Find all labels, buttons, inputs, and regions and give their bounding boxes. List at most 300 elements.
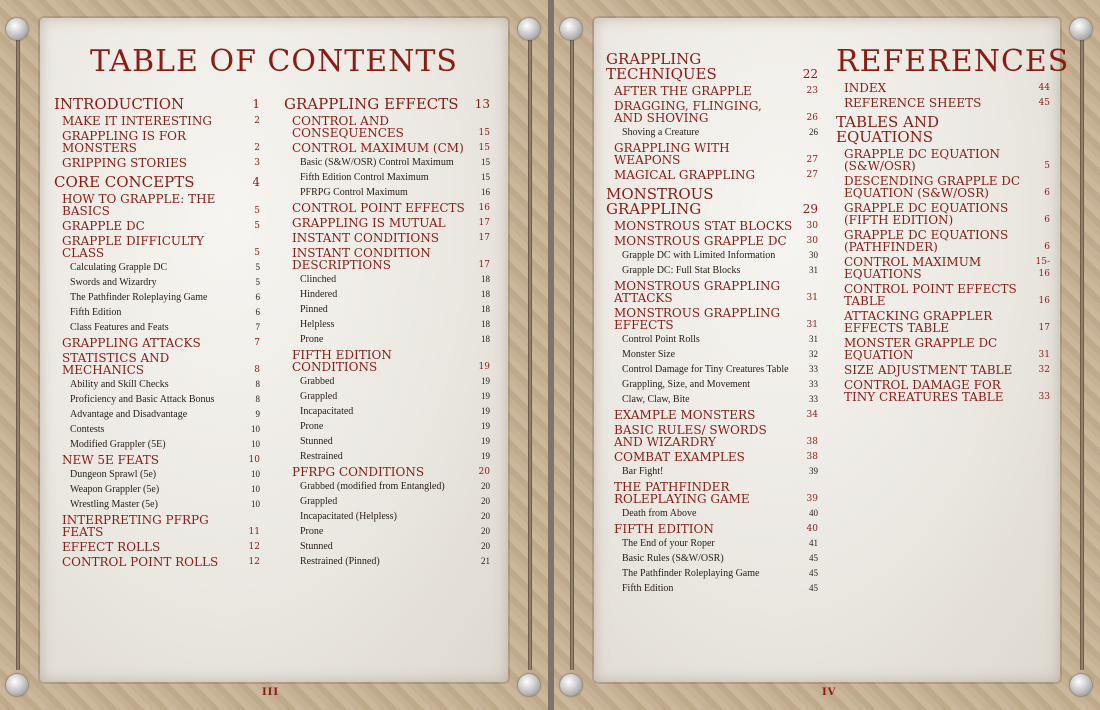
- toc-entry-title: GRAPPLE DC EQUATIONS (PATHFINDER): [844, 228, 1009, 254]
- toc-entry-title: CONTROL MAXIMUM (CM): [292, 141, 464, 155]
- toc-entry-page: 15: [481, 157, 490, 167]
- toc-subentry[interactable]: [54, 291, 260, 304]
- toc-entry[interactable]: [836, 364, 1050, 376]
- toc-entry-title: Grappled: [300, 391, 338, 402]
- toc-entry-title: Grabbed: [300, 376, 335, 387]
- toc-entry[interactable]: [284, 202, 490, 214]
- toc-entry-page: 19: [481, 451, 490, 461]
- toc-subentry[interactable]: [284, 540, 490, 553]
- toc-entry-title: Prone: [300, 526, 324, 537]
- toc-entry-page: 16: [478, 203, 490, 213]
- toc-entry-page: 45: [809, 568, 818, 578]
- toc-subentry[interactable]: [284, 171, 490, 184]
- toc-entry-title: Shoving a Creature: [622, 127, 700, 138]
- toc-entry-page: 12: [248, 557, 260, 567]
- toc-entry-title: The Pathfinder Roleplaying Game: [70, 292, 208, 303]
- toc-entry-title: CONTROL AND CONSEQUENCES: [292, 114, 404, 140]
- toc-entry-title: MONSTROUS GRAPPLING ATTACKS: [614, 279, 781, 305]
- toc-entry-page: 11: [248, 527, 260, 537]
- toc-entry-title: INDEX: [844, 81, 887, 95]
- toc-subentry[interactable]: [284, 318, 490, 331]
- toc-entry-page: 31: [806, 293, 818, 303]
- toc-entry-page: 19: [481, 406, 490, 416]
- toc-entry-title: MONSTROUS GRAPPLING: [606, 185, 714, 218]
- toc-subentry[interactable]: [284, 435, 490, 448]
- toc-entry-page: 10: [251, 499, 260, 509]
- toc-entry-page: 39: [809, 466, 818, 476]
- toc-entry-page: 31: [1038, 350, 1050, 360]
- corner-ornament-icon: [560, 674, 582, 696]
- toc-entry-page: 2: [254, 143, 260, 153]
- toc-entry-page: 41: [809, 538, 818, 548]
- toc-entry-title: Helpless: [300, 319, 335, 330]
- toc-entry[interactable]: [284, 232, 490, 244]
- toc-entry-page: 40: [809, 508, 818, 518]
- toc-entry-title: INSTANT CONDITIONS: [292, 231, 439, 245]
- toc-subentry[interactable]: [606, 582, 818, 595]
- toc-entry-page: 6: [1044, 242, 1050, 252]
- toc-entry[interactable]: [606, 451, 818, 463]
- toc-entry[interactable]: [836, 115, 1050, 145]
- toc-entry[interactable]: [606, 100, 818, 124]
- toc-entry-title: Dungeon Sprawl (5e): [70, 469, 157, 480]
- toc-entry[interactable]: [606, 409, 818, 421]
- toc-entry-page: 31: [806, 320, 818, 330]
- toc-entry-title: GRAPPLING WITH WEAPONS: [614, 141, 730, 167]
- toc-entry-title: Grapple DC with Limited Information: [622, 250, 776, 261]
- toc-entry-title: Class Features and Feats: [70, 322, 169, 333]
- left-rail: [16, 40, 20, 670]
- corner-ornament-icon: [560, 18, 582, 40]
- toc-entry-title: Basic (S&W/OSR) Control Maximum: [300, 157, 454, 168]
- toc-entry-page: 8: [255, 394, 260, 404]
- toc-subentry[interactable]: [284, 333, 490, 346]
- toc-entry-page: 6: [255, 292, 260, 302]
- toc-entry[interactable]: [836, 379, 1050, 403]
- toc-entry-page: 10: [248, 455, 260, 465]
- toc-entry-title: REFERENCE SHEETS: [844, 96, 982, 110]
- toc-entry[interactable]: [54, 352, 260, 376]
- toc-entry[interactable]: [836, 337, 1050, 361]
- toc-entry-page: 38: [806, 437, 818, 447]
- toc-entry-page: 12: [248, 542, 260, 552]
- toc-entry[interactable]: [836, 148, 1050, 172]
- left-rail: [570, 40, 574, 670]
- right-rail: [1080, 40, 1084, 670]
- toc-entry-page: 15: [481, 172, 490, 182]
- toc-entry-title: Fifth Edition Control Maximum: [300, 172, 429, 183]
- toc-entry-title: GRAPPLE DC: [62, 219, 145, 233]
- toc-entry-page: 18: [481, 304, 490, 314]
- toc-subentry[interactable]: [606, 378, 818, 391]
- toc-subentry[interactable]: [284, 450, 490, 463]
- toc-entry-title: MAGICAL GRAPPLING: [614, 168, 756, 182]
- toc-entry-page: 30: [809, 250, 818, 260]
- toc-entry-title: Death from Above: [622, 508, 697, 519]
- corner-ornament-icon: [518, 674, 540, 696]
- toc-entry-page: 17: [478, 218, 490, 228]
- toc-subentry[interactable]: [284, 495, 490, 508]
- toc-entry[interactable]: [606, 52, 818, 82]
- toc-entry[interactable]: [836, 202, 1050, 226]
- toc-entry[interactable]: [606, 307, 818, 331]
- toc-entry-title: Grappled: [300, 496, 338, 507]
- toc-entry-page: 18: [481, 319, 490, 329]
- toc-entry-page: 4: [252, 175, 260, 189]
- toc-entry-title: PFRPG CONDITIONS: [292, 465, 425, 479]
- toc-entry-title: Contests: [70, 424, 105, 435]
- toc-entry-page: 5: [255, 262, 260, 272]
- corner-ornament-icon: [6, 18, 28, 40]
- toc-entry-page: 19: [481, 376, 490, 386]
- toc-entry[interactable]: [54, 97, 260, 112]
- toc-entry-page: 45: [1038, 98, 1050, 108]
- toc-entry-title: INSTANT CONDITION DESCRIPTIONS: [292, 246, 431, 272]
- toc-entry-title: Incapacitated (Helpless): [300, 511, 397, 522]
- toc-entry-title: CONTROL DAMAGE FOR TINY CREATURES TABLE: [844, 378, 1004, 404]
- toc-entry-page: 15-16: [1035, 257, 1050, 279]
- toc-entry-title: Restrained (Pinned): [300, 556, 380, 567]
- toc-subentry[interactable]: [54, 423, 260, 436]
- toc-entry[interactable]: [284, 349, 490, 373]
- toc-subentry[interactable]: [54, 393, 260, 406]
- toc-subentry[interactable]: [606, 507, 818, 520]
- toc-entry-title: SIZE ADJUSTMENT TABLE: [844, 363, 1013, 377]
- toc-entry-page: 31: [809, 334, 818, 344]
- toc-entry-page: 20: [481, 541, 490, 551]
- toc-subentry[interactable]: [606, 249, 818, 262]
- toc-entry-page: 17: [478, 260, 490, 270]
- toc-entry-title: The Pathfinder Roleplaying Game: [622, 568, 760, 579]
- toc-entry-page: 16: [1038, 296, 1050, 306]
- toc-entry-title: MONSTROUS STAT BLOCKS: [614, 219, 793, 233]
- toc-entry-title: Basic Rules (S&W/OSR): [622, 553, 724, 564]
- toc-entry-title: Monster Size: [622, 349, 676, 360]
- toc-column-1: [606, 52, 818, 595]
- toc-entry-title: ATTACKING GRAPPLER EFFECTS TABLE: [844, 309, 993, 335]
- toc-entry[interactable]: [284, 466, 490, 478]
- page-title: TABLE OF CONTENTS: [90, 44, 458, 79]
- toc-entry-page: 20: [481, 481, 490, 491]
- toc-entry-page: 33: [809, 394, 818, 404]
- toc-entry-page: 19: [481, 391, 490, 401]
- toc-entry[interactable]: [54, 220, 260, 232]
- toc-entry-page: 19: [481, 421, 490, 431]
- toc-entry[interactable]: [54, 130, 260, 154]
- toc-entry-title: Control Point Rolls: [622, 334, 700, 345]
- toc-entry-title: GRAPPLE DIFFICULTY CLASS: [62, 234, 204, 260]
- toc-subentry[interactable]: [284, 555, 490, 568]
- toc-entry-title: Grappling, Size, and Movement: [622, 379, 751, 390]
- toc-entry-title: DESCENDING GRAPPLE DC EQUATION (S&W/OSR): [844, 174, 1021, 200]
- toc-entry-page: 13: [474, 97, 490, 111]
- left-page: [0, 0, 548, 710]
- toc-entry[interactable]: [284, 142, 490, 154]
- toc-entry[interactable]: [606, 220, 818, 232]
- toc-entry-page: 18: [481, 334, 490, 344]
- toc-entry[interactable]: [54, 175, 260, 190]
- toc-subentry[interactable]: [606, 465, 818, 478]
- toc-entry-title: MONSTER GRAPPLE DC EQUATION: [844, 336, 998, 362]
- toc-entry-page: 5: [255, 277, 260, 287]
- toc-entry-title: Stunned: [300, 436, 333, 447]
- toc-entry-page: 1: [252, 97, 260, 111]
- corner-ornament-icon: [1070, 18, 1092, 40]
- toc-entry[interactable]: [836, 82, 1050, 94]
- toc-entry[interactable]: [836, 229, 1050, 253]
- toc-entry-title: EFFECT ROLLS: [62, 540, 161, 554]
- toc-entry-title: Incapacitated: [300, 406, 354, 417]
- toc-entry-title: THE PATHFINDER ROLEPLAYING GAME: [614, 480, 750, 506]
- toc-subentry[interactable]: [606, 126, 818, 139]
- toc-entry-title: INTRODUCTION: [54, 95, 185, 113]
- toc-entry-title: COMBAT EXAMPLES: [614, 450, 745, 464]
- toc-entry[interactable]: [54, 556, 260, 568]
- toc-entry-page: 23: [806, 86, 818, 96]
- toc-subentry[interactable]: [54, 438, 260, 451]
- toc-subentry[interactable]: [54, 378, 260, 391]
- toc-entry[interactable]: [836, 310, 1050, 334]
- toc-entry[interactable]: [606, 235, 818, 247]
- toc-entry-title: MONSTROUS GRAPPLING EFFECTS: [614, 306, 781, 332]
- corner-ornament-icon: [518, 18, 540, 40]
- toc-entry[interactable]: [54, 514, 260, 538]
- toc-entry-page: 26: [809, 127, 818, 137]
- toc-entry-title: Grabbed (modified from Entangled): [300, 481, 445, 492]
- toc-entry[interactable]: [606, 481, 818, 505]
- toc-entry[interactable]: [54, 541, 260, 553]
- toc-entry-page: 6: [1044, 215, 1050, 225]
- toc-entry-page: 5: [254, 248, 260, 258]
- toc-entry-page: 22: [802, 67, 818, 81]
- toc-entry-title: STATISTICS AND MECHANICS: [62, 351, 170, 377]
- toc-entry-page: 18: [481, 274, 490, 284]
- toc-entry-title: The End of your Roper: [622, 538, 715, 549]
- toc-entry-title: AFTER THE GRAPPLE: [614, 84, 752, 98]
- toc-entry-page: 33: [1038, 392, 1050, 402]
- toc-entry-title: DRAGGING, FLINGING, AND SHOVING: [614, 99, 762, 125]
- toc-entry-title: Stunned: [300, 541, 333, 552]
- toc-entry-title: Wrestling Master (5e): [70, 499, 158, 510]
- toc-entry-title: Fifth Edition: [70, 307, 122, 318]
- toc-entry[interactable]: [54, 157, 260, 169]
- toc-entry-title: GRAPPLING IS FOR MONSTERS: [62, 129, 187, 155]
- toc-entry[interactable]: [54, 115, 260, 127]
- toc-entry[interactable]: [606, 85, 818, 97]
- toc-entry-title: Proficiency and Basic Attack Bonus: [70, 394, 215, 405]
- toc-entry-page: 3: [254, 158, 260, 168]
- toc-entry[interactable]: [606, 169, 818, 181]
- toc-entry-title: CONTROL POINT ROLLS: [62, 555, 219, 569]
- toc-entry[interactable]: [284, 97, 490, 112]
- toc-entry-page: 32: [1038, 365, 1050, 375]
- toc-entry-page: 45: [809, 583, 818, 593]
- toc-entry[interactable]: [606, 424, 818, 448]
- toc-entry-page: 40: [806, 524, 818, 534]
- toc-entry-title: Bar Fight!: [622, 466, 664, 477]
- toc-entry-title: INTERPRETING PFRPG FEATS: [62, 513, 209, 539]
- toc-subentry[interactable]: [606, 333, 818, 346]
- toc-entry-title: GRIPPING STORIES: [62, 156, 187, 170]
- toc-entry[interactable]: [606, 187, 818, 217]
- toc-entry[interactable]: [836, 175, 1050, 199]
- page-title: REFERENCES: [836, 44, 1070, 79]
- toc-entry-page: 38: [806, 452, 818, 462]
- toc-subentry[interactable]: [284, 525, 490, 538]
- toc-subentry[interactable]: [284, 303, 490, 316]
- toc-entry-title: Fifth Edition: [622, 583, 674, 594]
- toc-entry-page: 7: [255, 322, 260, 332]
- toc-subentry[interactable]: [54, 276, 260, 289]
- toc-entry-page: 33: [809, 379, 818, 389]
- toc-subentry[interactable]: [606, 264, 818, 277]
- toc-subentry[interactable]: [606, 537, 818, 550]
- toc-entry-page: 21: [481, 556, 490, 566]
- toc-subentry[interactable]: [284, 390, 490, 403]
- toc-entry-page: 8: [255, 379, 260, 389]
- toc-entry-page: 10: [251, 484, 260, 494]
- toc-entry-page: 39: [806, 494, 818, 504]
- corner-ornament-icon: [1070, 674, 1092, 696]
- toc-entry-page: 29: [802, 202, 818, 216]
- toc-entry-title: GRAPPLE DC EQUATIONS (FIFTH EDITION): [844, 201, 1009, 227]
- toc-subentry[interactable]: [606, 363, 818, 376]
- toc-entry-page: 19: [481, 436, 490, 446]
- toc-subentry[interactable]: [284, 510, 490, 523]
- toc-subentry[interactable]: [606, 393, 818, 406]
- toc-entry-page: 10: [251, 469, 260, 479]
- toc-subentry[interactable]: [606, 567, 818, 580]
- toc-subentry[interactable]: [284, 156, 490, 169]
- toc-subentry[interactable]: [606, 552, 818, 565]
- toc-entry-title: Prone: [300, 334, 324, 345]
- toc-entry-title: Restrained: [300, 451, 343, 462]
- toc-entry-title: EXAMPLE MONSTERS: [614, 408, 756, 422]
- toc-entry[interactable]: [606, 280, 818, 304]
- toc-entry[interactable]: [54, 235, 260, 259]
- toc-entry-title: Weapon Grappler (5e): [70, 484, 160, 495]
- toc-entry-title: Calculating Grapple DC: [70, 262, 168, 273]
- toc-entry-title: BASIC RULES/ SWORDS AND WIZARDRY: [614, 423, 767, 449]
- toc-entry-page: 33: [809, 364, 818, 374]
- toc-subentry[interactable]: [54, 498, 260, 511]
- toc-entry[interactable]: [54, 454, 260, 466]
- toc-entry[interactable]: [836, 283, 1050, 307]
- toc-entry-title: TABLES AND EQUATIONS: [836, 113, 939, 146]
- toc-entry[interactable]: [606, 142, 818, 166]
- toc-entry[interactable]: [606, 523, 818, 535]
- toc-subentry[interactable]: [284, 420, 490, 433]
- toc-entry-page: 30: [806, 221, 818, 231]
- toc-entry-title: MAKE IT INTERESTING: [62, 114, 212, 128]
- toc-entry-page: 19: [478, 362, 490, 372]
- toc-entry-page: 30: [806, 236, 818, 246]
- toc-entry-page: 20: [481, 511, 490, 521]
- toc-entry-title: GRAPPLE DC EQUATION (S&W/OSR): [844, 147, 1001, 173]
- toc-entry-page: 20: [481, 496, 490, 506]
- toc-subentry[interactable]: [284, 186, 490, 199]
- toc-entry-title: Control Damage for Tiny Creatures Table: [622, 364, 789, 375]
- toc-entry-page: 45: [809, 553, 818, 563]
- toc-entry-page: 7: [254, 338, 260, 348]
- right-page: [554, 0, 1100, 710]
- toc-column-1: [54, 97, 260, 568]
- toc-entry-title: PFRPG Control Maximum: [300, 187, 408, 198]
- toc-entry[interactable]: [836, 97, 1050, 109]
- toc-entry-title: CONTROL POINT EFFECTS TABLE: [844, 282, 1017, 308]
- toc-entry-title: Claw, Claw, Bite: [622, 394, 690, 405]
- toc-subentry[interactable]: [54, 306, 260, 319]
- toc-subentry[interactable]: [284, 288, 490, 301]
- toc-entry-page: 44: [1038, 83, 1050, 93]
- toc-entry[interactable]: [54, 337, 260, 349]
- toc-subentry[interactable]: [284, 375, 490, 388]
- toc-entry[interactable]: [54, 193, 260, 217]
- toc-entry[interactable]: [836, 256, 1050, 280]
- toc-subentry[interactable]: [54, 408, 260, 421]
- toc-entry-title: FIFTH EDITION: [614, 522, 714, 536]
- toc-entry-page: 5: [254, 221, 260, 231]
- corner-ornament-icon: [6, 674, 28, 696]
- toc-entry-page: 26: [806, 113, 818, 123]
- toc-column-2: [836, 82, 1050, 403]
- toc-entry-page: 15: [478, 143, 490, 153]
- toc-entry-page: 5: [1044, 161, 1050, 171]
- toc-entry-title: GRAPPLING EFFECTS: [284, 95, 459, 113]
- toc-subentry[interactable]: [54, 483, 260, 496]
- toc-entry-page: 34: [806, 410, 818, 420]
- toc-subentry[interactable]: [606, 348, 818, 361]
- toc-subentry[interactable]: [54, 261, 260, 274]
- toc-entry-title: Pinned: [300, 304, 328, 315]
- toc-entry-page: 5: [254, 206, 260, 216]
- toc-subentry[interactable]: [284, 405, 490, 418]
- toc-entry-page: 15: [478, 128, 490, 138]
- page-number: III: [262, 687, 280, 698]
- toc-entry-title: Swords and Wizardry: [70, 277, 157, 288]
- toc-entry-page: 9: [255, 409, 260, 419]
- toc-entry-title: Modified Grappler (5E): [70, 439, 166, 450]
- toc-subentry[interactable]: [284, 480, 490, 493]
- toc-entry-title: FIFTH EDITION CONDITIONS: [292, 348, 392, 374]
- toc-entry-page: 17: [478, 233, 490, 243]
- toc-entry-title: MONSTROUS GRAPPLE DC: [614, 234, 787, 248]
- toc-entry-title: CONTROL MAXIMUM EQUATIONS: [844, 255, 982, 281]
- toc-entry-title: CORE CONCEPTS: [54, 173, 195, 191]
- toc-entry-title: Advantage and Disadvantage: [70, 409, 188, 420]
- right-rail: [528, 40, 532, 670]
- toc-entry[interactable]: [284, 247, 490, 271]
- toc-subentry[interactable]: [54, 321, 260, 334]
- toc-entry-title: CONTROL POINT EFFECTS: [292, 201, 465, 215]
- toc-entry-page: 27: [806, 155, 818, 165]
- toc-entry-page: 27: [806, 170, 818, 180]
- toc-entry-page: 31: [809, 265, 818, 275]
- toc-entry[interactable]: [284, 217, 490, 229]
- toc-entry-title: GRAPPLING TECHNIQUES: [606, 50, 717, 83]
- toc-entry-page: 17: [1038, 323, 1050, 333]
- toc-entry-title: Ability and Skill Checks: [70, 379, 169, 390]
- toc-subentry[interactable]: [284, 273, 490, 286]
- page-number: IV: [822, 687, 837, 698]
- toc-subentry[interactable]: [54, 468, 260, 481]
- toc-entry-page: 2: [254, 116, 260, 126]
- toc-entry-page: 10: [251, 439, 260, 449]
- toc-entry-page: 32: [809, 349, 818, 359]
- toc-entry[interactable]: [284, 115, 490, 139]
- toc-entry-title: NEW 5E FEATS: [62, 453, 159, 467]
- toc-entry-page: 6: [255, 307, 260, 317]
